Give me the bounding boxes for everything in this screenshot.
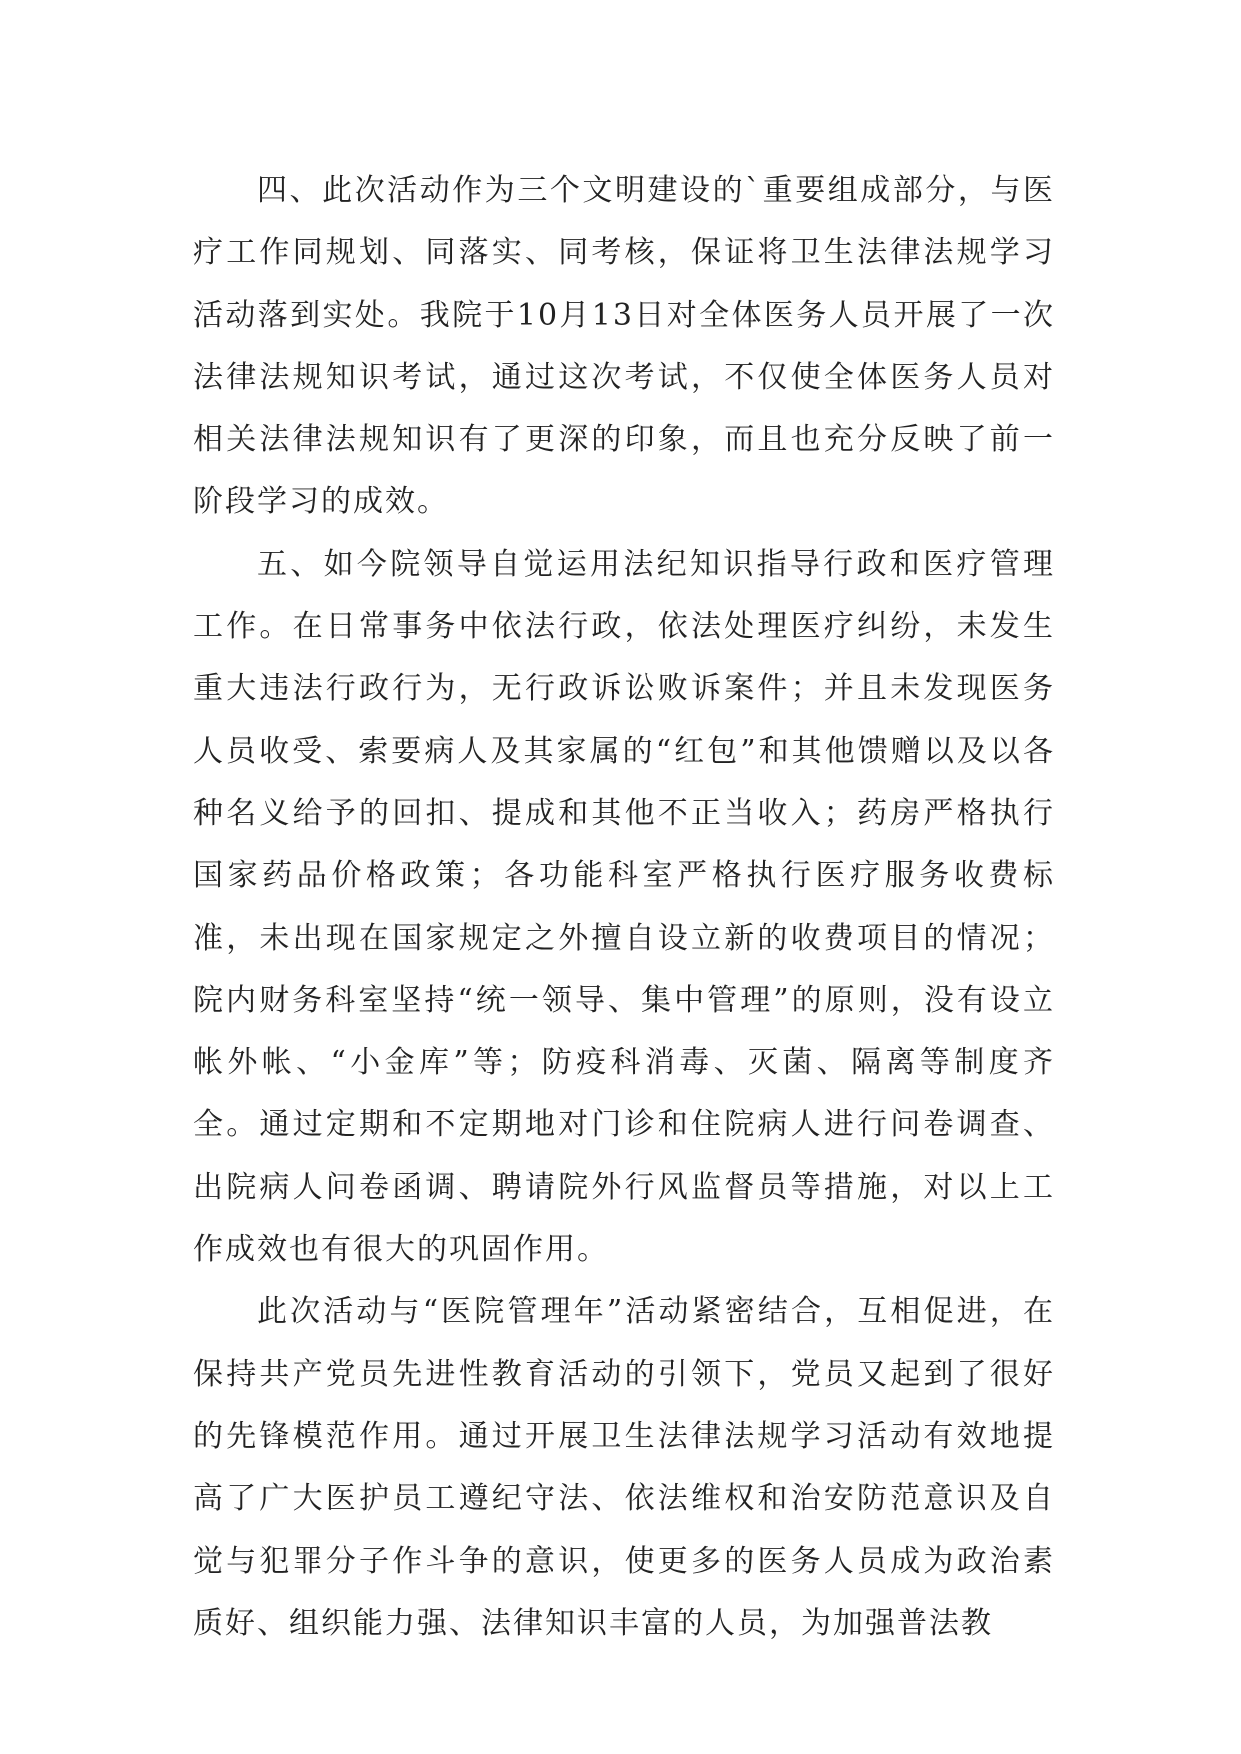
paragraph-summary: 此次活动与“医院管理年”活动紧密结合，互相促进，在保持共产党员先进性教育活动的引领下，党员又起到了很好的先锋模范作用。通过开展卫生法律法规学习活动有效地提高了广大医护员工遵纪守法、依法维权和治安防范意识及自觉与犯罪分子作斗争的意识，使更多的医务人员成为政治素质好、组织能力强、法律知识丰富的人员，为加强普法教: [193, 1294, 1055, 1641]
document-body: [193, 160, 1055, 1655]
paragraph-section-four: 四、此次活动作为三个文明建设的`重要组成部分，与医疗工作同规划、同落实、同考核，保证将卫生法律法规学习活动落到实处。我院于10月13日对全体医务人员开展了一次法律法规知识考试，通过这次考试，不仅使全体医务人员对相关法律法规知识有了更深的印象，而且也充分反映了前一阶段学习的成效。: [193, 173, 1055, 520]
paragraph-section-five: 五、如今院领导自觉运用法纪知识指导行政和医疗管理工作。在日常事务中依法行政，依法处理医疗纠纷，未发生重大违法行政行为，无行政诉讼败诉案件；并且未发现医务人员收受、索要病人及其家属的“红包”和其他馈赠以及以各种名义给予的回扣、提成和其他不正当收入；药房严格执行国家药品价格政策；各功能科室严格执行医疗服务收费标准，未出现在国家规定之外擅自设立新的收费项目的情况；院内财务科室坚持“统一领导、集中管理”的原则，没有设立帐外帐、“小金库”等；防疫科消毒、灭菌、隔离等制度齐全。通过定期和不定期地对门诊和住院病人进行问卷调查、出院病人问卷函调、聘请院外行风监督员等措施，对以上工作成效也有很大的巩固作用。: [193, 546, 1055, 1268]
